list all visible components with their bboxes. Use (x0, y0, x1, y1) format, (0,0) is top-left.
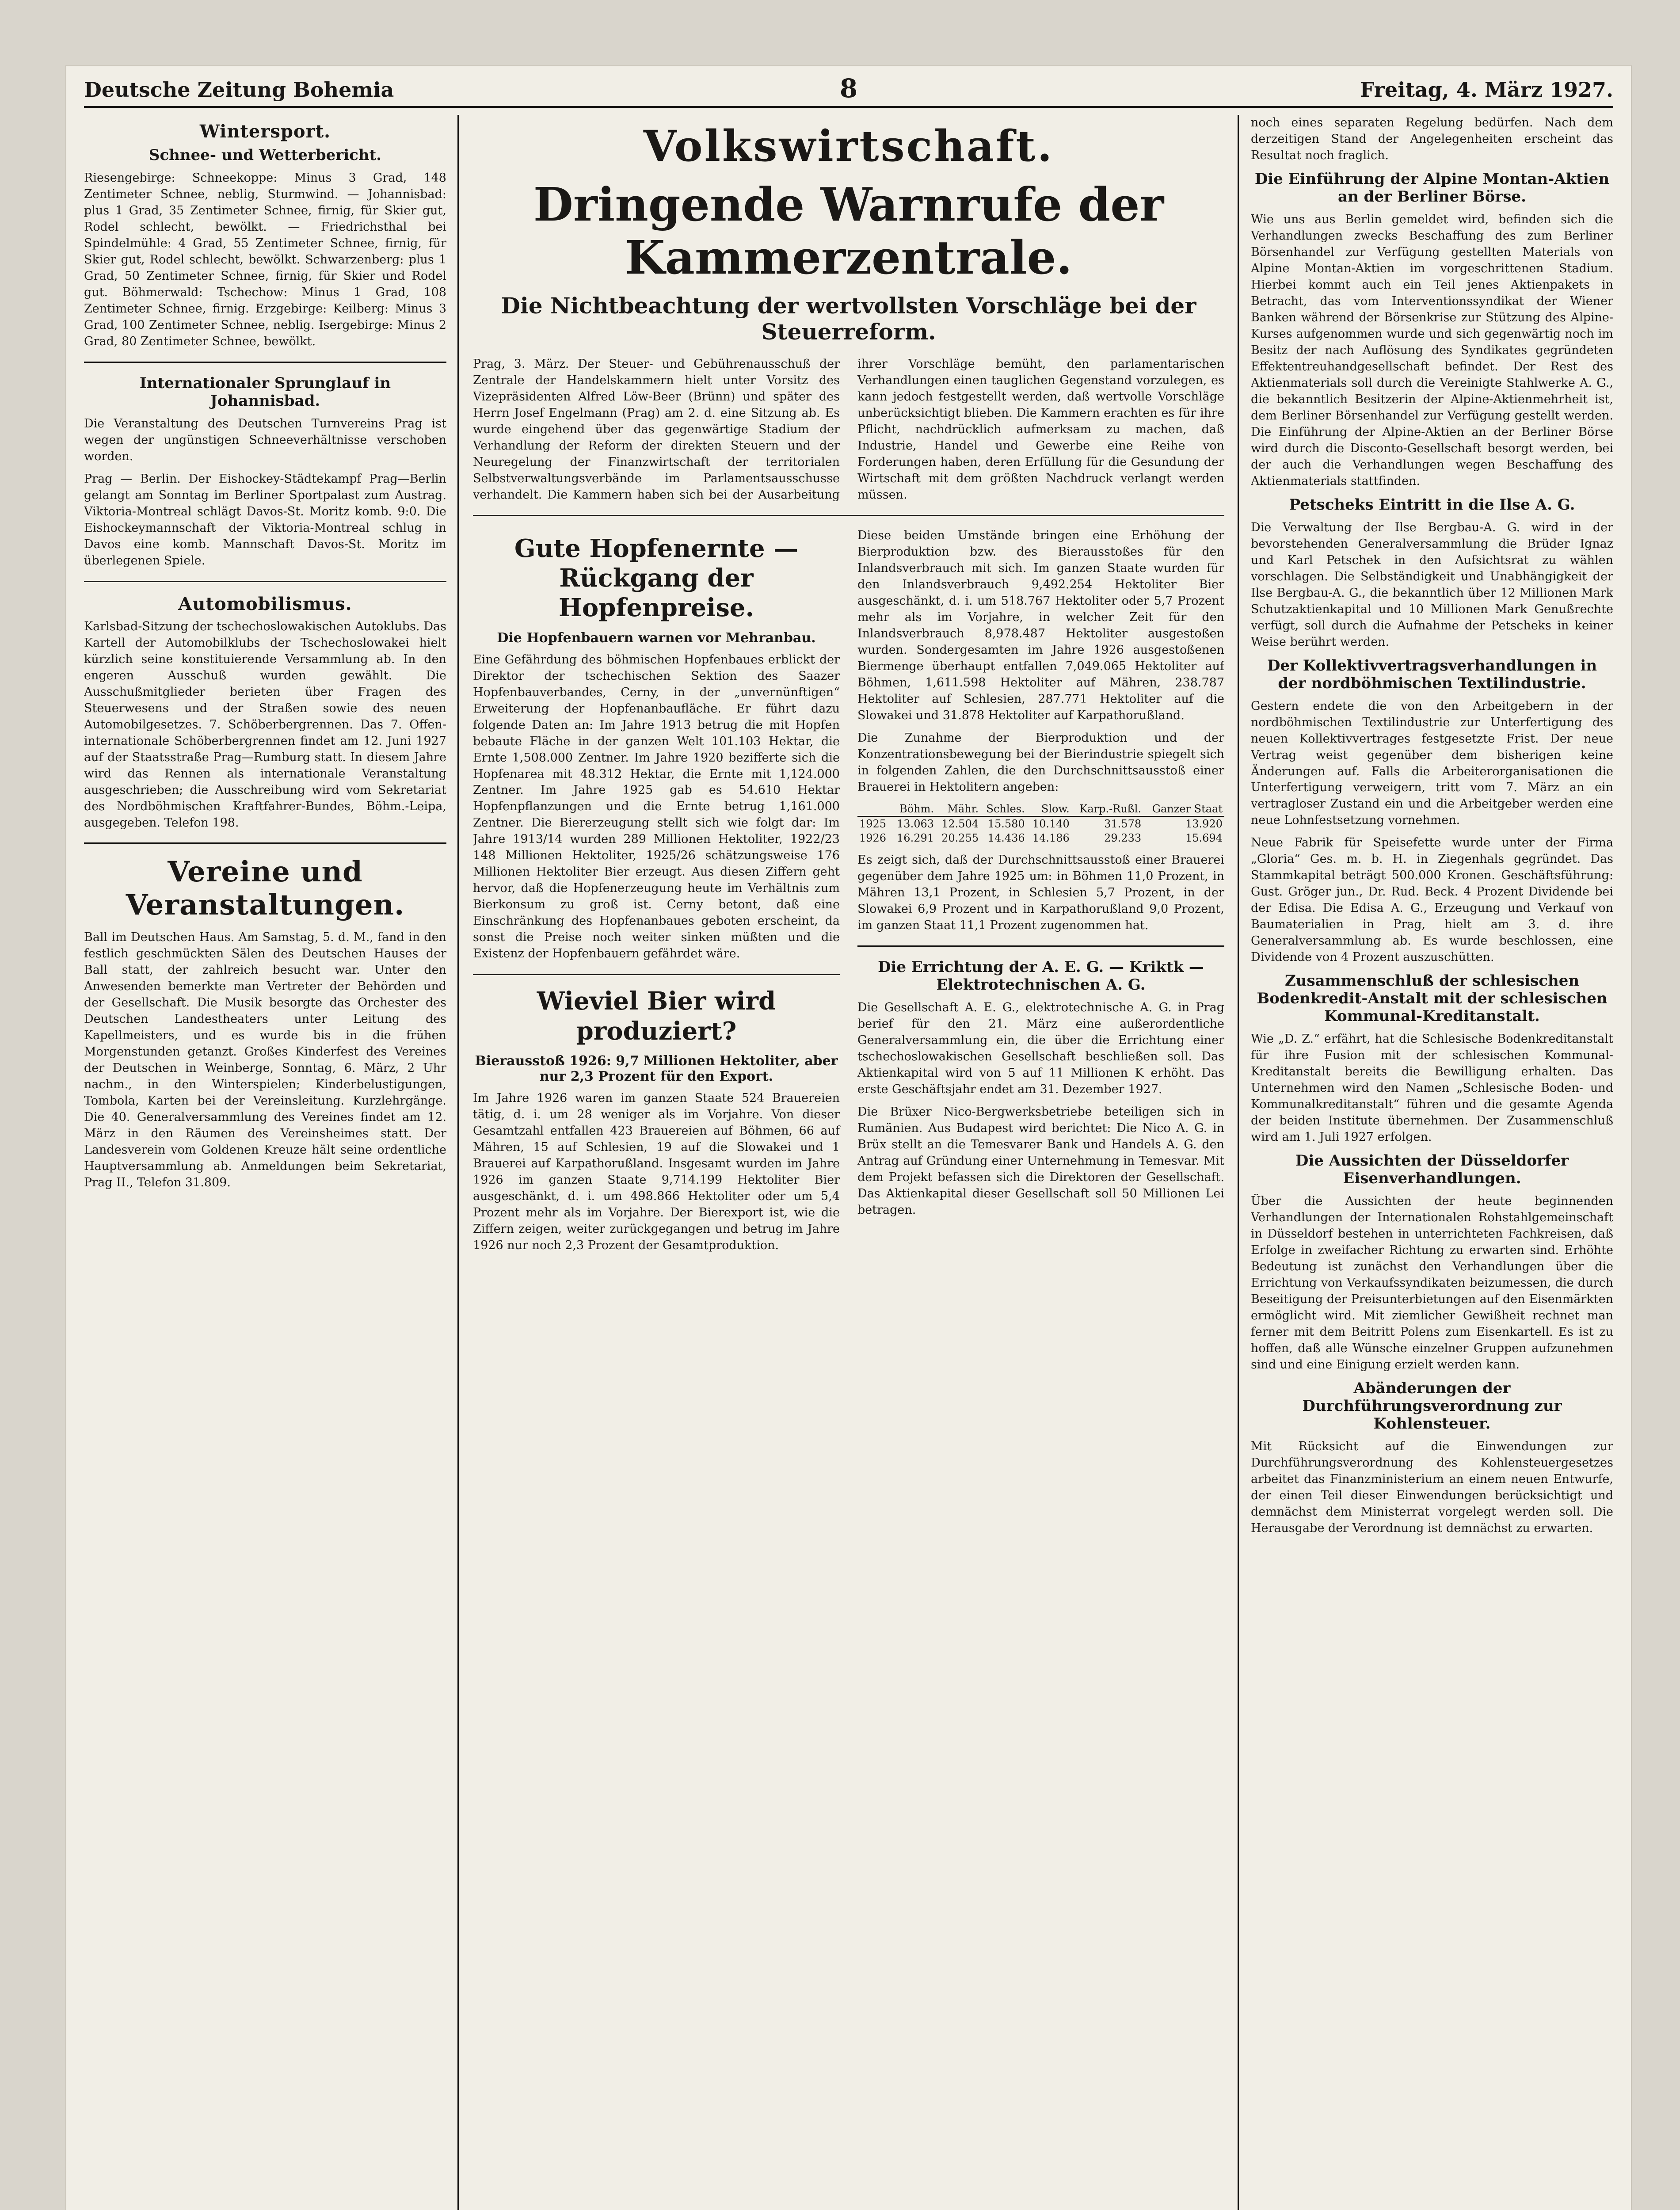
alpine-text: Wie uns aus Berlin gemeldet wird, befinden sich die Verhandlungen zwecks Beschaffung des zum Berliner Börsenhandel zur Verfügung gestellten Materials von Alpine Montan-Aktien im vorgeschrittenen Stadium. Hierbei kommt auch ein Teil jenes Aktienpakets in Betracht, das vom Interventionssyndikat der Wiener Banken während der Börsenkrise zur Stützung des Alpine-Kurses aufgenommen wurde und sich gegenwärtig noch im Besitz der nach Auflösung des Syndikates gegründeten Effektentreuhandgesellschaft befindet. Der Rest des Aktienmaterials soll durch die Vereinigte Stahlwerke A. G., die bekanntlich Besitzerin der Alpine-Aktienmehrheit ist, dem Berliner Börsenhandel zur Verfügung gestellt werden. Die Einführung der Alpine-Aktien an der Berliner Börse wird durch die Disconto-Gesellschaft besorgt werden, bei der auch die Verhandlungen wegen Beschaffung des Aktienmaterials stattfinden. (1251, 212, 1613, 488)
table-header-cell: Slow. (1027, 802, 1071, 816)
beer-article-subtitle: Bierausstoß 1926: 9,7 Millionen Hektoliter, aber nur 2,3 Prozent für den Export. (475, 1053, 838, 1084)
motoring-text: Karlsbad-Sitzung der tschechoslowakischen Autoklubs. Das Kartell der Automobilklubs der Tschechoslowakei hielt kürzlich seine konstituierende Versammlung ab. In den engeren Ausschuß wurden gewählt. Die Ausschußmitglieder berieten über Fragen des Steuerwesens und der Straßen sowie des neuen Automobilgesetzes. 7. Schöberbergrennen. Das 7. Offen-internationale Schöberbergrennen findet am 12. Juni 1927 auf der Staatsstraße Prag—Rumburg statt. In diesem Jahre wird das Rennen als internationale Veranstaltung ausgeschrieben; die Ausschreibung wird vom Sekretariat des Nordböhmischen Kraftfahrer-Bundes, Böhm.-Leipa, ausgegeben. Telefon 198. (84, 619, 446, 830)
table-cell: 15.580 (987, 817, 1025, 830)
duesseldorf-heading: Die Aussichten der Düsseldorfer Eisenverhandlungen. (1295, 1152, 1569, 1188)
column-left (84, 115, 446, 2210)
alpine-heading: Die Einführung der Alpine Montan-Aktien an der Berliner Börse. (1254, 170, 1610, 206)
beer-outro-text: Es zeigt sich, daß der Durchschnittsausstoß einer Brauerei gegenüber dem Jahre 1925 um: in Böhmen 11,0 Prozent, in Mähren 13,1 Prozent, in Schlesien 5,7 Prozent, in der Slowakei 6,9 Prozent und in Karpathorußland 9,0 Prozent, im ganzen Staat 11,1 Prozent zugenommen hat. (857, 853, 1224, 932)
table-header-cell: Ganzer Staat (1143, 802, 1224, 816)
beer-article-title: Wieviel Bier wird produziert? (537, 987, 776, 1046)
hops-article-subtitle: Die Hopfenbauern warnen vor Mehranbau. (497, 630, 816, 646)
center-lower-left (473, 528, 840, 1260)
weather-report-heading: Schnee- und Wetterbericht. (149, 146, 382, 164)
table-cell: 20.255 (941, 831, 979, 844)
beer-article-text: Im Jahre 1926 waren im ganzen Staate 524 Brauereien tätig, d. i. um 28 weniger als im Vorjahre. Von dieser Gesamtzahl entfallen 423 Brauereien auf Böhmen, 66 auf Mähren, 15 auf Schlesien, 19 auf die Slowakei und 1 Brauerei auf Karpathorußland. Insgesamt wurden im Jahre 1926 im ganzen Staate 9,714.199 Hektoliter Bier ausgeschänkt, d. i. um 498.866 Hektoliter oder um 5,4 Prozent mehr als im Vorjahre. Der Bierexport ist, wie die Ziffern zeigen, weiter zurückgegangen und betrug im Jahre 1926 nur noch 2,3 Prozent der Gesamtproduktion. (473, 1091, 840, 1252)
main-article-subtitle: Die Nichtbeachtung der wertvollsten Vorschläge bei der Steuerreform. (501, 293, 1196, 345)
hops-article-text: Eine Gefährdung des böhmischen Hopfenbaues erblickt der Direktor der tschechischen Sektion des Saazer Hopfenbauverbandes, Cerny, in der „unvernünftigen“ Erweiterung der Hopfenanbaufläche. Er führt dazu folgende Daten an: Im Jahre 1913 betrug die mit Hopfen bebaute Fläche in der ganzen Welt 101.103 Hektar, die Ernte 1,508.000 Zentner. Im Jahre 1920 bezifferte sich die Hopfenarea mit 48.312 Hektar, die Ernte mit 1,124.000 Zentner. Im Jahre 1925 gab es 54.610 Hektar Hopfenpflanzungen und die Ernte betrug 1,161.000 Zentner. Die Biererzeugung stellt sich wie folgt dar: Im Jahre 1913/14 wurden 289 Millionen Hektoliter, 1922/23 148 Millionen Hektoliter, 1925/26 schätzungsweise 176 Millionen Hektoliter Bier erzeugt. Aus diesen Ziffern geht hervor, daß die Hopfenerzeugung heute im Verhältnis zum Bierkonsum zu groß ist. Cerny betont, daß eine Einschränkung des Hopfenanbaues geboten erscheint, da sonst die Preise noch weiter sinken müßten und die Existenz der Hopfenbauern gefährdet wäre. (473, 652, 840, 961)
weather-report-text: Riesengebirge: Schneekoppe: Minus 3 Grad, 148 Zentimeter Schnee, neblig, Sturmwind. — Johannisbad: plus 1 Grad, 35 Zentimeter Schnee, firnig, für Skier gut, Rodel schlecht, bewölkt. — Friedrichsthal bei Spindelmühle: 4 Grad, 55 Zentimeter Schnee, firnig, für Skier gut, Rodel schlecht, bewölkt. Schwarzenberg: plus 1 Grad, 50 Zentimeter Schnee, firnig, für Skier und Rodel gut. Böhmerwald: Tschechow: Minus 1 Grad, 108 Zentimeter Schnee, firnig. Erzgebirge: Keilberg: Minus 3 Grad, 100 Zentimeter Schnee, neblig. Isergebirge: Minus 2 Grad, 80 Zentimeter Schnee, bewölkt. (84, 171, 446, 348)
table-cell: 31.578 (1104, 817, 1142, 830)
table-cell: 14.186 (1032, 831, 1070, 844)
beer-table-caption: Die Zunahme der Bierproduktion und der Konzentrationsbewegung bei der Bierindustrie spiegelt sich in folgenden Zahlen, die den Durchschnittsausstoß einer Brauerei in Hektolitern angeben: (857, 731, 1224, 794)
beer-output-table (857, 802, 1224, 845)
column-rule-left (457, 115, 459, 2210)
coal-tax-heading: Abänderungen der Durchführungsverordnung zur Kohlensteuer. (1302, 1379, 1562, 1433)
table-cell: 14.436 (987, 831, 1025, 844)
motoring-heading: Automobilismus. (178, 593, 352, 614)
beer-intro-text: Diese beiden Umstände bringen eine Erhöhung der Bierproduktion bzw. des Bierausstoßes für den Inlandsverbrauch mit sich. Im ganzen Staate wurden für den Inlandsverbrauch 9,492.254 Hektoliter Bier ausgeschänkt, d. i. um 518.767 Hektoliter oder 5,7 Prozent mehr als im Vorjahre, in welcher Zeit für den Inlandsverbrauch 8,978.487 Hektoliter ausgestoßen wurden. Sondergesamten im Jahre 1926 ausgestoßenen Biermenge überhaupt entfallen 7,049.065 Hektoliter auf Böhmen, 1,611.598 Hektoliter auf Mähren, 238.787 Hektoliter auf Schlesien, 287.771 Hektoliter auf die Slowakei und 31.878 Hektoliter auf Karpathorußland. (857, 529, 1224, 722)
page-header (84, 75, 1613, 108)
divider (84, 842, 446, 844)
divider (84, 362, 446, 363)
divider (84, 581, 446, 582)
table-header-cell: Mähr. (936, 802, 980, 816)
coal-tax-text: Mit Rücksicht auf die Einwendungen zur Durchführungsverordnung des Kohlensteuergesetzes arbeitet das Finanzministerium an einem neuen Entwurfe, der einen Teil dieser Einwendungen berücksichtigt und demnächst dem Ministerrat vorgelegt werden soll. Die Herausgabe der Verordnung ist demnächst zu erwarten. (1251, 1440, 1613, 1535)
table-cell: 10.140 (1032, 817, 1070, 830)
textile-heading: Der Kollektivvertragsverhandlungen in der nordböhmischen Textilindustrie. (1267, 656, 1597, 692)
petschek-text: Die Verwaltung der Ilse Bergbau-A. G. wird in der bevorstehenden Generalversammlung die Brüder Ignaz und Karl Petschek in den Aufsichtsrat zu wählen vorschlagen. Die Selbständigkeit und Unabhängigkeit der Ilse Bergbau-A. G., die bekanntlich über 12 Millionen Mark Schutzaktienkapital und 10 Millionen Mark Genußrechte verfügt, soll durch die Aufnahme der Petscheks in keiner Weise berührt werden. (1251, 520, 1613, 649)
column-center (473, 115, 1224, 2210)
column-right (1251, 115, 1613, 2210)
table-cell: 1925 (859, 817, 887, 830)
aeg-heading: Die Errichtung der A. E. G. — Kriktk — Elektrotechnischen A. G. (878, 958, 1204, 994)
table-header-cell: Schles. (980, 802, 1027, 816)
newspaper-name: Deutsche Zeitung Bohemia (84, 78, 394, 102)
table-cell: 15.694 (1185, 831, 1223, 844)
economy-section-heading: Volkswirtschaft. (643, 121, 1054, 171)
continued-text: noch eines separaten Regelung bedürfen. Nach dem derzeitigen Stand der Angelegenheiten erscheint das Resultat noch fraglich. (1251, 116, 1613, 162)
table-cell: 12.504 (941, 817, 979, 830)
clubs-events-text: Ball im Deutschen Haus. Am Samstag, 5. d. M., fand in den festlich geschmückten Sälen des Deutschen Hauses der Ball statt, der zahlreich besucht war. Unter den Anwesenden bemerkte man Vertreter der Behörden und der Gesellschaft. Die Musik besorgte das Orchester des Deutschen Landestheaters unter Leitung des Kapellmeisters, und es wurde bis in die frühen Morgenstunden getanzt. Großes Kinderfest des Vereines der Deutschen in Weinberge, Sonntag, 6. März, 2 Uhr nachm., in den Winterspielen; Kinderbelustigungen, Tombola, Karten bei der Vereinsleitung. Kurzlehrgänge. Die 40. Generalversammlung des Vereines findet am 12. März in den Räumen des Vereinsheimes statt. Der Landesverein vom Goldenen Kreuze hält seine ordentliche Hauptversammlung ab. Anmeldungen beim Sekretariat, Prag II., Telefon 31.809. (84, 930, 446, 1190)
duesseldorf-text: Über die Aussichten der heute beginnenden Verhandlungen der Internationalen Rohstahlgemeinschaft in Düsseldorf bestehen in unterrichteten Fachkreisen, daß Erfolge in zweifacher Richtung zu erwarten sind. Erhöhte Bedeutung ist zunächst den Verhandlungen über die Errichtung von Verkaufssyndikaten beizumessen, die durch Beseitigung der Preisunterbietungen auf den Eisenmärkten ermöglicht wird. Mit ziemlicher Gewißheit rechnet man ferner mit dem Beitritt Polens zum Eisenkartell. Es ist zu hoffen, daß alle Wünsche einzelner Gruppen aufzunehmen sind und eine Einigung erzielt werden kann. (1251, 1194, 1613, 1372)
textile-text: Gestern endete die von den Arbeitgebern in der nordböhmischen Textilindustrie zur Unterfertigung des neuen Kollektivvertrages festgesetzte Frist. Der neue Vertrag weist gegenüber dem bisherigen keine Änderungen auf. Falls die Arbeiterorganisationen die Unterfertigung verweigern, tritt vom 7. März an ein vertragloser Zustand ein und die Arbeitgeber werden eine neue Lohnfestsetzung vornehmen. (1251, 699, 1613, 827)
gloria-text: Neue Fabrik für Speisefette wurde unter der Firma „Gloria“ Ges. m. b. H. in Ziegenhals gegründet. Das Stammkapital beträgt 500.000 Kronen. Geschäftsführung: Gust. Gröger jun., Dr. Rud. Beck. 4 Prozent Dividende bei der Edisa. Die Edisa A. G., Erzeugung und Verkauf von Baumaterialien in Prag, hielt am 3. d. ihre Generalversammlung ab. Es wurde beschlossen, eine Dividende von 4 Prozent auszuschütten. (1251, 836, 1613, 964)
main-article-title: Dringende Warnrufe der Kammerzentrale. (533, 177, 1164, 285)
aeg-text: Die Gesellschaft A. E. G., elektrotechnische A. G. in Prag berief für den 21. März eine außerordentliche Generalversammlung ein, die über die Errichtung einer tschechoslowakischen Gesellschaft beschließen soll. Das Aktienkapital wird von 5 auf 11 Millionen K erhöht. Das erste Geschäftsjahr endet am 31. Dezember 1927. (857, 1000, 1224, 1096)
table-cell: 13.063 (897, 817, 934, 830)
brux-text: Die Brüxer Nico-Bergwerksbetriebe beteiligen sich in Rumänien. Aus Budapest wird berichtet: Die Nico A. G. in Brüx stellt an die Temesvarer Bank und Handels A. G. den Antrag auf Gründung einer Unternehmung in Temesvar. Mit dem Projekt befassen sich die Direktoren der Gesellschaft. Das Aktienkapital dieser Gesellschaft soll 50 Millionen Lei betragen. (857, 1105, 1224, 1217)
newspaper-page (66, 66, 1631, 2210)
table-header-row (857, 802, 1224, 816)
wintersport-heading: Wintersport. (199, 121, 331, 142)
divider (857, 945, 1224, 947)
hops-article-title: Gute Hopfenernte — Rückgang der Hopfenpreise. (514, 534, 799, 623)
divider (473, 974, 840, 975)
center-lower-right (857, 528, 1224, 1260)
column-rule-right (1238, 115, 1239, 2210)
page-number: 8 (839, 73, 858, 103)
center-lower-columns (473, 528, 1224, 1260)
table-cell: 16.291 (897, 831, 934, 844)
silesia-heading: Zusammenschluß der schlesischen Bodenkredit-Anstalt mit der schlesischen Kommunal-Kreditanstalt. (1257, 972, 1608, 1025)
table-header-cell: Karp.-Rußl. (1071, 802, 1143, 816)
table-row (857, 816, 1224, 831)
table-row (857, 831, 1224, 845)
table-cell: 1926 (859, 831, 887, 844)
divider (473, 515, 1224, 516)
silesia-text: Wie „D. Z.“ erfährt, hat die Schlesische Bodenkreditanstalt für ihre Fusion mit der schlesischen Kommunal-Kreditanstalt bereits die Bewilligung erhalten. Das Unternehmen wird den Namen „Schlesische Boden- und Kommunalkreditanstalt“ führen und die gesamte Agenda der beiden Institute übernehmen. Der Zusammenschluß wird am 1. Juli 1927 erfolgen. (1251, 1032, 1613, 1144)
table-cell: 13.920 (1185, 817, 1223, 830)
table-cell: 29.233 (1104, 831, 1142, 844)
ski-jump-text: Die Veranstaltung des Deutschen Turnvereins Prag ist wegen der ungünstigen Schneeverhältnisse verschoben worden. (84, 416, 446, 463)
clubs-events-heading: Vereine und Veranstaltungen. (126, 855, 405, 922)
table-header-cell (857, 802, 891, 816)
main-article-text: Prag, 3. März. Der Steuer- und Gebührenausschuß der Zentrale der Handelskammern hielt unter Vorsitz des Vizepräsidenten Alfred Löw-Beer (Brünn) und später des Herrn Josef Engelmann (Prag) am 2. d. eine Sitzung ab. Es wurde eingehend über das gegenwärtige Stadium der Verhandlung der Reform der direkten Steuern und der Neuregelung der Finanzwirtschaft der territorialen Selbstverwaltungsverbände im Parlamentsausschusse verhandelt. Die Kammern haben sich bei der Ausarbeitung ihrer Vorschläge bemüht, den parlamentarischen Verhandlungen einen tauglichen Gegenstand vorzulegen, es kann jedoch festgestellt werden, daß wertvolle Vorschläge unberücksichtigt blieben. Die Kammern erachten es für ihre Pflicht, nachdrücklich aufmerksam zu machen, daß Industrie, Handel und Gewerbe eine Reihe von Forderungen haben, deren Erfüllung für die Gesundung der Wirtschaft mit dem größten Nachdruck verlangt werden müssen. (473, 357, 1224, 502)
petschek-heading: Petscheks Eintritt in die Ilse A. G. (1289, 495, 1575, 514)
table-header-cell: Böhm. (891, 802, 936, 816)
ski-jump-heading: Internationaler Sprunglauf in Johannisbad. (139, 374, 391, 410)
hockey-text: Prag — Berlin. Der Eishockey-Städtekampf Prag—Berlin gelangt am Sonntag im Berliner Sportpalast zum Austrag. Viktoria-Montreal schlägt Davos-St. Moritz komb. 9:0. Die Eishockeymannschaft der Viktoria-Montreal schlug in Davos eine komb. Mannschaft Davos-St. Moritz im überlegenen Spiele. (84, 472, 446, 568)
issue-date: Freitag, 4. März 1927. (1360, 78, 1613, 102)
